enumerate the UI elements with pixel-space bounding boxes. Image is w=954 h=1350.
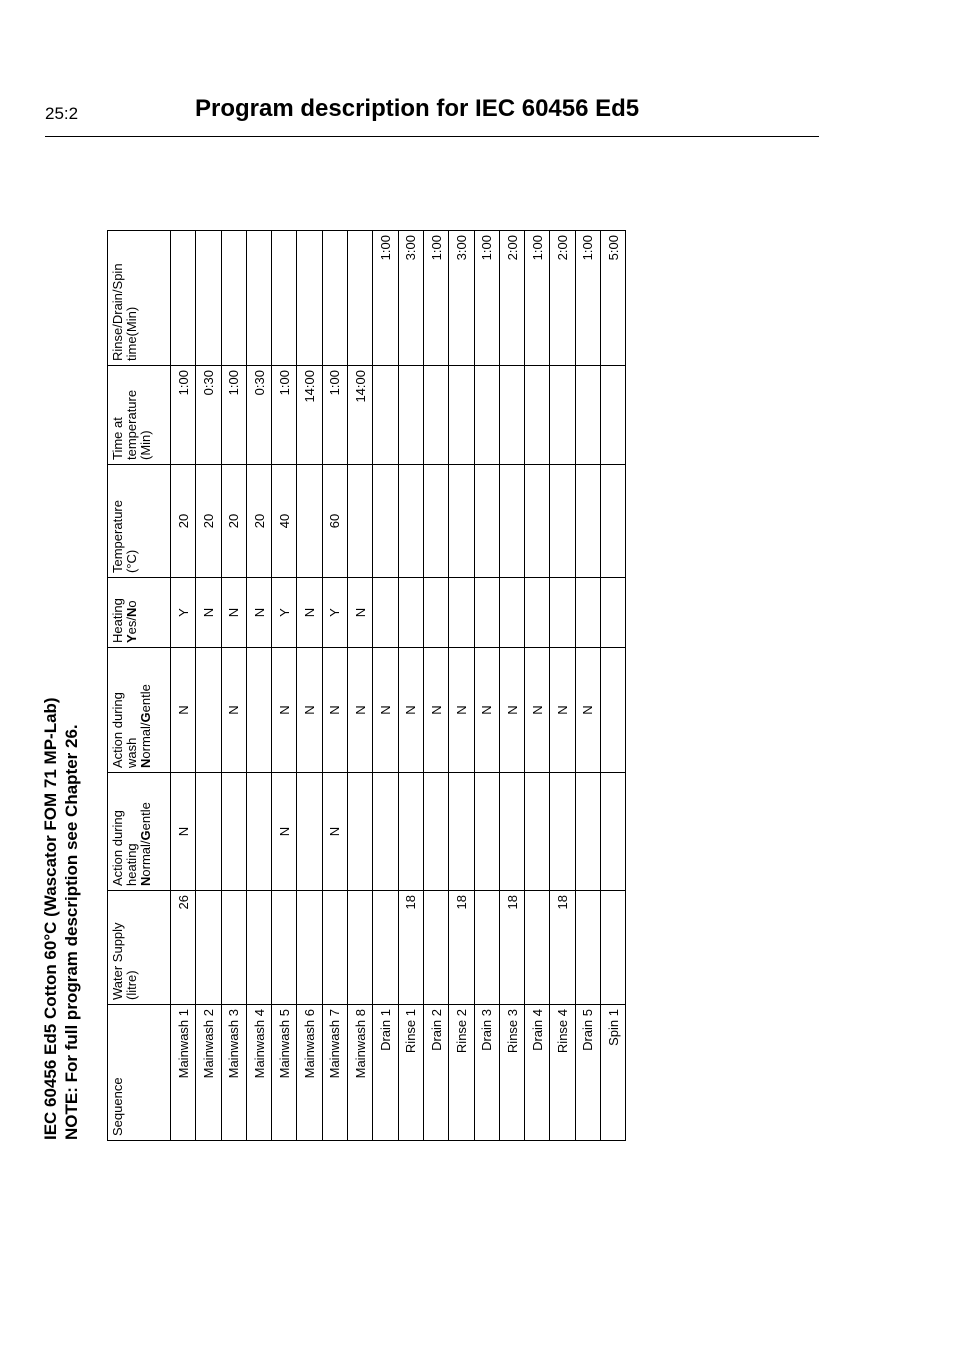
- cell-time-at-temperature: 14:00: [297, 366, 322, 465]
- table-row: [550, 231, 575, 1141]
- cell-water-supply: [322, 891, 347, 1005]
- cell-rinse-drain-spin: 1:00: [423, 231, 448, 366]
- cell-action-heating: [221, 773, 246, 891]
- cell-water-supply: 26: [171, 891, 196, 1005]
- cell-water-supply: 18: [550, 891, 575, 1005]
- cell-action-heating: [196, 773, 221, 891]
- cell-water-supply: [575, 891, 600, 1005]
- cell-rinse-drain-spin: [272, 231, 297, 366]
- cell-sequence: Mainwash 4: [246, 1005, 271, 1141]
- cell-action-heating: [423, 773, 448, 891]
- cell-temperature: [449, 465, 474, 578]
- col-header-time-at-temperature: Time at temperature (Min): [108, 366, 171, 465]
- cell-heating: Y: [272, 578, 297, 648]
- cell-heating: N: [348, 578, 373, 648]
- cell-action-wash: N: [297, 648, 322, 773]
- cell-time-at-temperature: [373, 366, 398, 465]
- cell-time-at-temperature: 1:00: [221, 366, 246, 465]
- program-table: [107, 230, 626, 1141]
- cell-time-at-temperature: [575, 366, 600, 465]
- cell-temperature: 20: [246, 465, 271, 578]
- program-table-container: [107, 231, 621, 1141]
- cell-action-wash: N: [423, 648, 448, 773]
- cell-water-supply: [348, 891, 373, 1005]
- cell-rinse-drain-spin: 2:00: [499, 231, 524, 366]
- cell-action-heating: [297, 773, 322, 891]
- page-number: 25:2: [45, 104, 79, 123]
- cell-action-heating: [373, 773, 398, 891]
- col-header-rinse-drain-spin: Rinse/Drain/Spin time(Min): [108, 231, 171, 366]
- cell-action-wash: [246, 648, 271, 773]
- col-header-action-heating: Action during heating Normal/Gentle: [108, 773, 171, 891]
- cell-action-heating: [348, 773, 373, 891]
- cell-water-supply: [272, 891, 297, 1005]
- cell-temperature: 40: [272, 465, 297, 578]
- table-row: [525, 231, 550, 1141]
- cell-temperature: [348, 465, 373, 578]
- col-header-water-supply: Water Supply (litre): [108, 891, 171, 1005]
- cell-heating: [575, 578, 600, 648]
- cell-action-heating: [474, 773, 499, 891]
- cell-action-wash: N: [322, 648, 347, 773]
- cell-rinse-drain-spin: 1:00: [373, 231, 398, 366]
- cell-action-wash: N: [525, 648, 550, 773]
- cell-action-wash: N: [398, 648, 423, 773]
- table-row: [171, 231, 196, 1141]
- cell-action-wash: N: [272, 648, 297, 773]
- cell-action-wash: [601, 648, 626, 773]
- cell-action-wash: N: [348, 648, 373, 773]
- cell-sequence: Mainwash 2: [196, 1005, 221, 1141]
- table-row: [575, 231, 600, 1141]
- cell-heating: N: [221, 578, 246, 648]
- table-row: [373, 231, 398, 1141]
- cell-temperature: 20: [221, 465, 246, 578]
- cell-water-supply: [196, 891, 221, 1005]
- cell-action-heating: [550, 773, 575, 891]
- cell-heating: [373, 578, 398, 648]
- cell-temperature: [297, 465, 322, 578]
- cell-action-heating: [398, 773, 423, 891]
- table-row: [474, 231, 499, 1141]
- cell-heating: [423, 578, 448, 648]
- cell-time-at-temperature: 0:30: [196, 366, 221, 465]
- cell-heating: Y: [171, 578, 196, 648]
- cell-water-supply: [423, 891, 448, 1005]
- cell-water-supply: [373, 891, 398, 1005]
- table-row: [348, 231, 373, 1141]
- cell-time-at-temperature: [449, 366, 474, 465]
- cell-time-at-temperature: [499, 366, 524, 465]
- cell-action-heating: [246, 773, 271, 891]
- cell-temperature: 20: [171, 465, 196, 578]
- table-row: [601, 231, 626, 1141]
- cell-water-supply: 18: [398, 891, 423, 1005]
- cell-time-at-temperature: [525, 366, 550, 465]
- cell-sequence: Drain 3: [474, 1005, 499, 1141]
- cell-water-supply: 18: [499, 891, 524, 1005]
- table-header-row: [108, 231, 171, 1141]
- cell-heating: [499, 578, 524, 648]
- cell-sequence: Drain 5: [575, 1005, 600, 1141]
- cell-water-supply: [474, 891, 499, 1005]
- cell-time-at-temperature: 14:00: [348, 366, 373, 465]
- cell-rinse-drain-spin: 1:00: [575, 231, 600, 366]
- cell-rinse-drain-spin: 3:00: [398, 231, 423, 366]
- cell-action-wash: N: [221, 648, 246, 773]
- cell-temperature: [525, 465, 550, 578]
- cell-action-wash: N: [550, 648, 575, 773]
- cell-time-at-temperature: [601, 366, 626, 465]
- cell-rinse-drain-spin: [196, 231, 221, 366]
- cell-temperature: [423, 465, 448, 578]
- cell-action-wash: N: [474, 648, 499, 773]
- cell-sequence: Rinse 1: [398, 1005, 423, 1141]
- table-row: [398, 231, 423, 1141]
- cell-sequence: Spin 1: [601, 1005, 626, 1141]
- cell-time-at-temperature: 1:00: [322, 366, 347, 465]
- cell-sequence: Mainwash 7: [322, 1005, 347, 1141]
- cell-action-heating: N: [322, 773, 347, 891]
- cell-action-heating: [499, 773, 524, 891]
- cell-action-heating: N: [272, 773, 297, 891]
- cell-rinse-drain-spin: 1:00: [525, 231, 550, 366]
- cell-rinse-drain-spin: [297, 231, 322, 366]
- cell-heating: [449, 578, 474, 648]
- cell-action-wash: [196, 648, 221, 773]
- page-title: Program description for IEC 60456 Ed5: [195, 95, 640, 122]
- cell-time-at-temperature: [550, 366, 575, 465]
- cell-water-supply: [221, 891, 246, 1005]
- cell-heating: [474, 578, 499, 648]
- cell-sequence: Drain 4: [525, 1005, 550, 1141]
- table-row: [499, 231, 524, 1141]
- cell-sequence: Mainwash 3: [221, 1005, 246, 1141]
- cell-action-heating: [575, 773, 600, 891]
- cell-temperature: [575, 465, 600, 578]
- table-row: [272, 231, 297, 1141]
- col-header-temperature: Temperature (°C): [108, 465, 171, 578]
- cell-rinse-drain-spin: [348, 231, 373, 366]
- cell-water-supply: [601, 891, 626, 1005]
- cell-sequence: Drain 1: [373, 1005, 398, 1141]
- program-heading: [40, 620, 82, 1140]
- cell-temperature: [550, 465, 575, 578]
- header-rule: [45, 136, 819, 137]
- cell-heating: Y: [322, 578, 347, 648]
- cell-water-supply: 18: [449, 891, 474, 1005]
- cell-action-wash: N: [449, 648, 474, 773]
- program-note: NOTE: For full program description see Chapter 26.: [62, 724, 81, 1140]
- cell-time-at-temperature: [423, 366, 448, 465]
- cell-heating: N: [297, 578, 322, 648]
- cell-temperature: [474, 465, 499, 578]
- table-row: [246, 231, 271, 1141]
- cell-time-at-temperature: 1:00: [171, 366, 196, 465]
- cell-action-wash: N: [373, 648, 398, 773]
- cell-sequence: Mainwash 1: [171, 1005, 196, 1141]
- cell-time-at-temperature: [474, 366, 499, 465]
- cell-heating: [601, 578, 626, 648]
- cell-heating: N: [196, 578, 221, 648]
- cell-sequence: Rinse 3: [499, 1005, 524, 1141]
- cell-action-wash: N: [499, 648, 524, 773]
- cell-water-supply: [246, 891, 271, 1005]
- cell-water-supply: [525, 891, 550, 1005]
- cell-sequence: Mainwash 6: [297, 1005, 322, 1141]
- table-row: [423, 231, 448, 1141]
- cell-action-heating: [525, 773, 550, 891]
- cell-time-at-temperature: 1:00: [272, 366, 297, 465]
- cell-time-at-temperature: 0:30: [246, 366, 271, 465]
- cell-temperature: [373, 465, 398, 578]
- cell-heating: [550, 578, 575, 648]
- table-row: [221, 231, 246, 1141]
- program-title: IEC 60456 Ed5 Cotton 60°C (Wascator FOM 71 MP-Lab): [41, 697, 60, 1140]
- cell-temperature: [499, 465, 524, 578]
- cell-rinse-drain-spin: [322, 231, 347, 366]
- cell-rinse-drain-spin: 2:00: [550, 231, 575, 366]
- table-row: [322, 231, 347, 1141]
- cell-rinse-drain-spin: [221, 231, 246, 366]
- table-row: [449, 231, 474, 1141]
- cell-action-heating: N: [171, 773, 196, 891]
- cell-temperature: [398, 465, 423, 578]
- table-row: [196, 231, 221, 1141]
- cell-action-wash: N: [171, 648, 196, 773]
- cell-action-heating: [601, 773, 626, 891]
- cell-rinse-drain-spin: [246, 231, 271, 366]
- col-header-action-wash: Action during wash Normal/Gentle: [108, 648, 171, 773]
- cell-temperature: 20: [196, 465, 221, 578]
- cell-heating: [525, 578, 550, 648]
- table-body: [171, 231, 626, 1141]
- cell-water-supply: [297, 891, 322, 1005]
- cell-sequence: Mainwash 5: [272, 1005, 297, 1141]
- col-header-sequence: Sequence: [108, 1005, 171, 1141]
- cell-rinse-drain-spin: [171, 231, 196, 366]
- cell-sequence: Rinse 2: [449, 1005, 474, 1141]
- col-header-heating: Heating Yes/No: [108, 578, 171, 648]
- cell-temperature: 60: [322, 465, 347, 578]
- cell-time-at-temperature: [398, 366, 423, 465]
- table-row: [297, 231, 322, 1141]
- cell-heating: [398, 578, 423, 648]
- cell-rinse-drain-spin: 1:00: [474, 231, 499, 366]
- cell-rinse-drain-spin: 5:00: [601, 231, 626, 366]
- cell-temperature: [601, 465, 626, 578]
- cell-rinse-drain-spin: 3:00: [449, 231, 474, 366]
- cell-action-wash: N: [575, 648, 600, 773]
- cell-sequence: Mainwash 8: [348, 1005, 373, 1141]
- cell-action-heating: [449, 773, 474, 891]
- cell-sequence: Drain 2: [423, 1005, 448, 1141]
- cell-sequence: Rinse 4: [550, 1005, 575, 1141]
- cell-heating: N: [246, 578, 271, 648]
